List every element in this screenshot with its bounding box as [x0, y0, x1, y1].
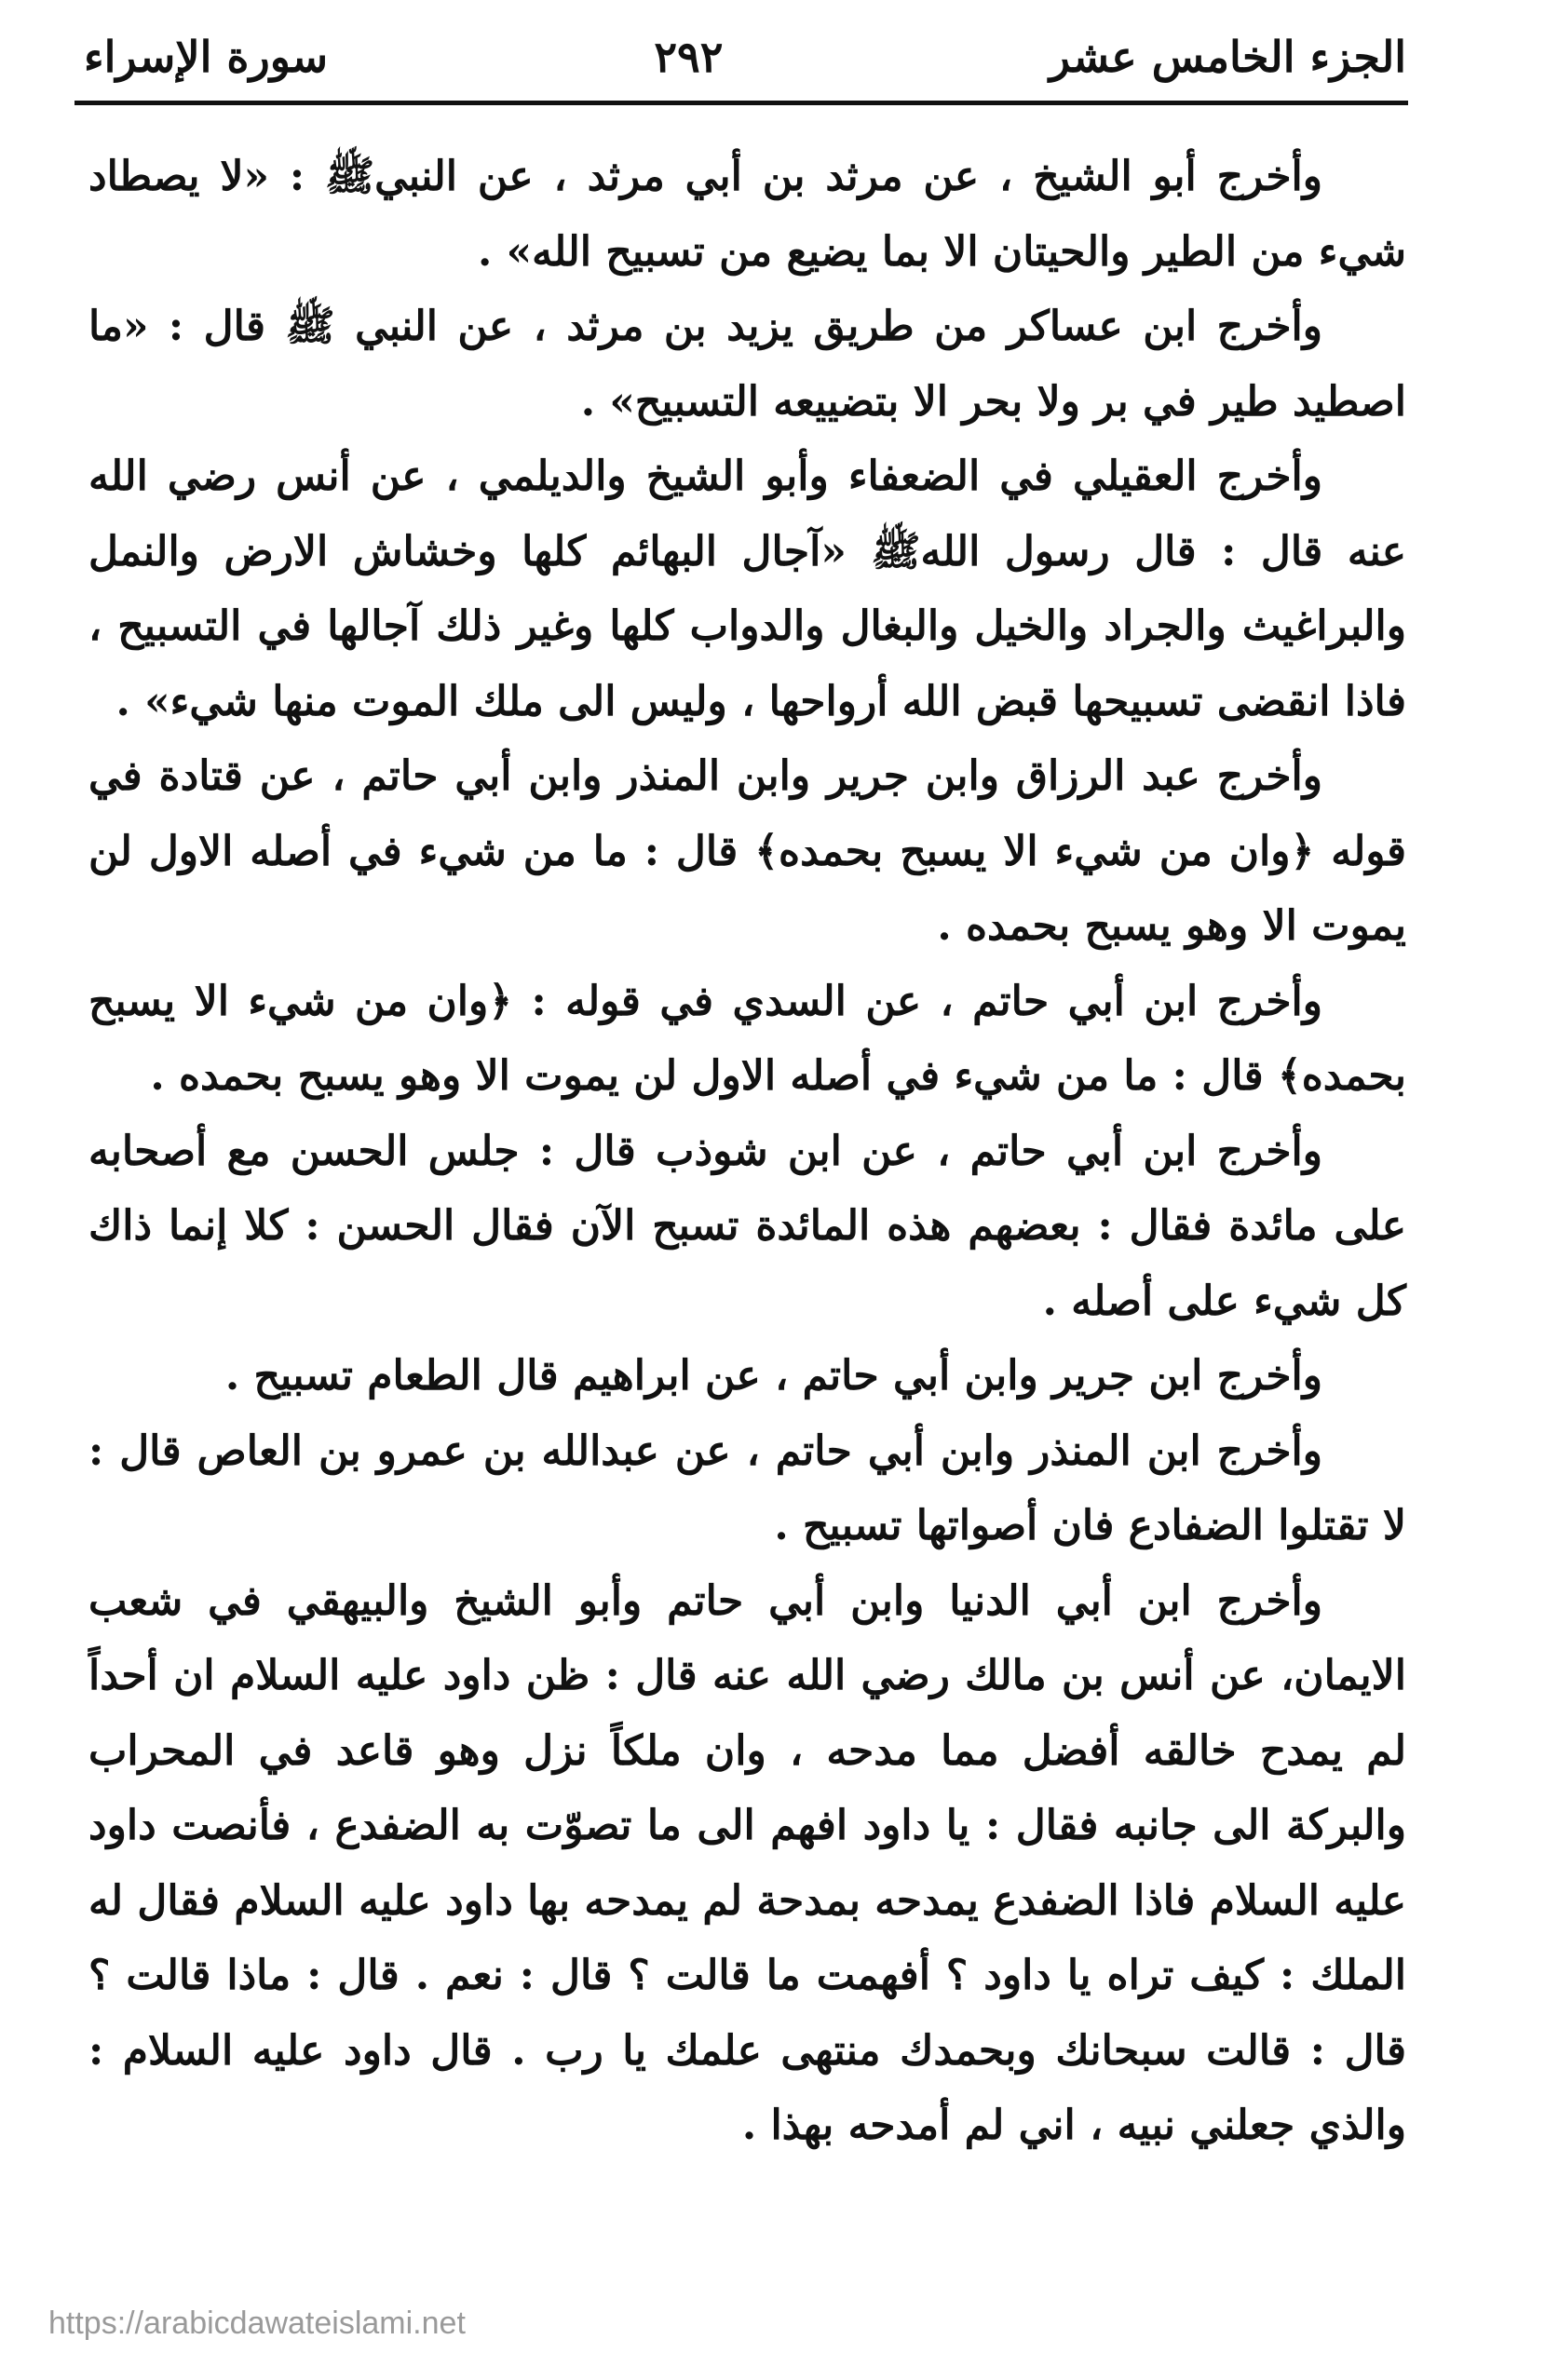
running-header: [84, 17, 1406, 97]
page-number: ٢٩٢: [654, 32, 724, 82]
surah-title: سورة الإسراء: [84, 32, 328, 82]
paragraph: وأخرج ابن جرير وابن أبي حاتم ، عن ابراهيم قال الطعام تسبيح .: [224, 1352, 1322, 1400]
part-title: الجزء الخامس عشر: [1049, 32, 1406, 82]
paragraph: وأخرج ابن أبي الدنيا وابن أبي حاتم وأبو الشيخ والبيهقي في شعب الايمان، عن أنس بن مالك رضي الله عنه قال : ظن داود عليه السلام ان أحداً لم يمدح خالقه أفضل مما مدحه ، وان ملكاً نزل وهو قاعد في المحراب والبركة الى جانبه فقال : يا داود افهم الى ما تصوّت به الضفدع ، فأنصت داود عليه السلام فاذا الضفدع يمدحه بمدحة لم يمدحه بها داود عليه السلام فقال له الملك : كيف تراه يا داود ؟ أفهمت ما قالت ؟ قال : نعم . قال : ماذا قالت ؟ قال : قالت سبحانك وبحمدك منتهى علمك يا رب . قال داود عليه السلام : والذي جعلني نبيه ، اني لم أمدحه بهذا .: [88, 1576, 1406, 2149]
paragraph: وأخرج أبو الشيخ ، عن مرثد بن أبي مرثد ، عن النبيﷺ : «لا يصطاد شيء من الطير والحيتان الا بما يضيع من تسبيح الله» .: [88, 153, 1406, 276]
paragraph: وأخرج العقيلي في الضعفاء وأبو الشيخ والديلمي ، عن أنس رضي الله عنه قال : قال رسول اللهﷺ «آجال البهائم كلها وخشاش الارض والنمل والبراغيث والجراد والخيل والبغال والدواب كلها وغير ذلك آجالها في التسبيح ، فاذا انقضى تسبيحها قبض الله أرواحها ، وليس الى ملك الموت منها شيء» .: [88, 453, 1406, 725]
body-text: [88, 140, 1406, 2164]
paragraph: وأخرج ابن المنذر وابن أبي حاتم ، عن عبدالله بن عمرو بن العاص قال : لا تقتلوا الضفادع فان أصواتها تسبيح .: [88, 1427, 1406, 1549]
paragraph: وأخرج عبد الرزاق وابن جرير وابن المنذر وابن أبي حاتم ، عن قتادة في قوله ﴿وان من شيء الا يسبح بحمده﴾ قال : ما من شيء في أصله الاول لن يموت الا وهو يسبح بحمده .: [88, 752, 1406, 950]
header-divider: [75, 101, 1408, 105]
paragraph: وأخرج ابن أبي حاتم ، عن ابن شوذب قال : جلس الحسن مع أصحابه على مائدة فقال : بعضهم هذه المائدة تسبح الآن فقال الحسن : كلا إنما ذاك كل شيء على أصله .: [88, 1127, 1406, 1325]
paragraph: وأخرج ابن عساكر من طريق يزيد بن مرثد ، عن النبي ﷺ قال : «ما اصطيد طير في بر ولا بحر الا بتضييعه التسبيح» .: [88, 303, 1406, 426]
paragraph: وأخرج ابن أبي حاتم ، عن السدي في قوله : ﴿وان من شيء الا يسبح بحمده﴾ قال : ما من شيء في أصله الاول لن يموت الا وهو يسبح بحمده .: [88, 977, 1406, 1100]
watermark-url: https://arabicdawateislami.net: [48, 2306, 466, 2341]
